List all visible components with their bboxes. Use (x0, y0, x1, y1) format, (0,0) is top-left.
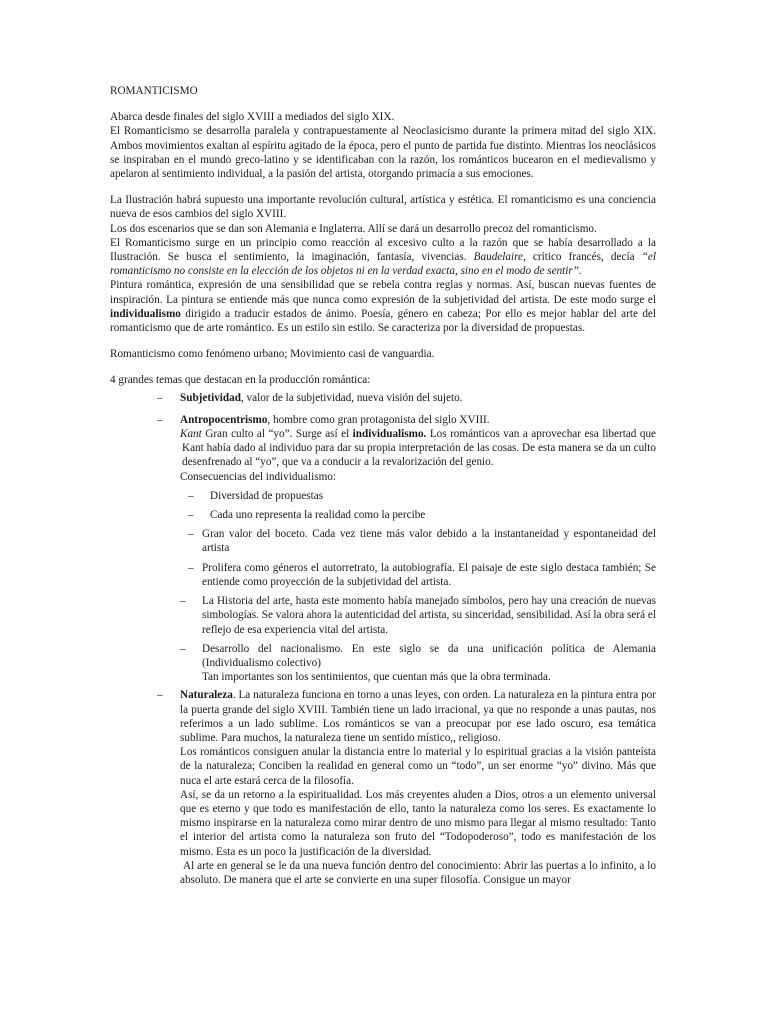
bullet-dash: – (157, 689, 163, 702)
list-item: – Subjetividad, valor de la subjetividad, nueva visión del sujeto. (157, 391, 463, 404)
topic-heading: Antropocentrismo (180, 413, 268, 426)
themes-list (110, 391, 656, 888)
themes-intro: 4 grandes temas que destacan en la producción romántica: (110, 374, 371, 387)
list-item: – Antropocentrismo, hombre como gran protagonista del siglo XVIII. Kant Gran culto al “yo”. Surge así el individualismo. Los románticos van a aprovechar esa libertad que Kant había dado al individuo para dar su propia interpretación de las cosas. De esta manera se da un culto desenfrenado al “yo”, que va a conducir a la revalorización del genio. Consecuencias del individualismo: – Diversidad de propuestas – Cada uno representa la realidad como la percibe – Gran valor del boceto. Cada vez tiene más valor debido a la instantaneidad y espontaneidad del artista – Prolifera como géneros el autorretrato, la autobiografía. El paisaje de este siglo destaca también; Se entiende como proyección de la subjetividad del artista. – La Historia del arte, hasta este momento había manejado símbolos, pero hay una creación de nuevas simbologías. Se valora ahora la autenticidad del artista, su sinceridad, sensibilidad. Así la obra será el reflejo de esa experiencia vital del artista. – Desarrollo del nacionalismo. En este siglo se da una unificación política de Alemania (Individualismo colectivo) Tan importantes son los sentimientos, que cuentan más que la obra terminada. (157, 413, 657, 684)
origin-paragraph: El Romanticismo surge en un principio como reacción al excesivo culto a la razón que se había desarrollado a la Ilustración. Se busca el sentimiento, la imaginación, fantasía, vivencias. Baudelaire, crítico francés, decía “el romanticismo no consiste en la elección de los objetos ni en la verdad exacta, sino en el modo de sentir”. (110, 236, 656, 278)
list-item: – Prolifera como géneros el autorretrato, la autobiografía. El paisaje de este siglo destaca también; Se entiende como proyección de la subjetividad del artista. (188, 561, 656, 588)
keyword-individualism: individualismo (110, 307, 181, 320)
intro-paragraph: El Romanticismo se desarrolla paralela y contrapuestamente al Neoclasicismo durante la primera mitad del siglo XIX. Ambos movimientos exaltan al espíritu agitado de la época, pero el punto de partida fue distinto. Mientras los neoclásicos se inspiraban en el mundo greco-latino y se identificaban con la razón, los románticos bucearon en el medievalismo y apelaron al sentimiento individual, a la pasión del artista, otorgando primacía a sus emociones. (110, 125, 656, 181)
list-item: – La Historia del arte, hasta este momento había manejado símbolos, pero hay una creación de nuevas simbologías. Se valora ahora la autenticidad del artista, su sinceridad, sensibilidad. Así la obra será el reflejo de esa experiencia vital del artista. (180, 595, 656, 636)
kant-name: Kant (180, 428, 202, 441)
document-title: ROMANTICISMO (110, 85, 198, 97)
list-item: – Naturaleza. La naturaleza funciona en torno a unas leyes, con orden. La naturaleza en la pintura entra por la puerta grande del siglo XVIII. También tiene un lado irracional, ya que no responde a unas pautas, nos referimos a un lado sublime. Los románticos se van a preocupar por ese lado oscuro, esa temática sublime. Para muchos, la naturaleza tiene un sentido místico,, religioso. Los románticos consiguen anular la distancia entre lo material y lo espiritual gracias a la visión panteísta de la naturaleza; Conciben la realidad en general como un “todo”, un ser enorme “yo” divino. Más que nuca el arte estará cerca de la filosofía. Así, se da un retorno a la espiritualidad. Los más creyentes aluden a Dios, otros a un elemento universal que es eterno y que todo es manifestación de ello, tanto la naturaleza como los seres. Es exactamente lo mismo inspirarse en la naturaleza como mirar dentro de uno mismo para llegar al mismo resultado: Tanto el interior del artista como la naturaleza son fruto del “Todopoderoso”, todo es manifestación de los mismo. Esta es un poco la justificación de la diversidad. Al arte en general se le da una nueva función dentro del conocimiento: Abrir las puertas a lo infinito, a lo absoluto. De manera que el arte se convierte en una super filosofía. Consigue un mayor (157, 689, 656, 886)
topic-heading: Subjetividad (180, 391, 241, 404)
list-item: – Diversidad de propuestas (188, 489, 324, 502)
scenarios-paragraph: Los dos escenarios que se dan son Alemania e Inglaterra. Allí se dará un desarrollo precoz del romanticismo. (110, 222, 597, 235)
topic-heading: Naturaleza (180, 689, 233, 702)
consequences-list (180, 489, 656, 684)
intro-period: Abarca desde finales del siglo XVIII a mediados del siglo XIX. (110, 111, 395, 124)
list-item: – Desarrollo del nacionalismo. En este siglo se da una unificación política de Alemania (Individualismo colectivo) Tan importantes son los sentimientos, que cuentan más que la obra terminada. (180, 642, 656, 684)
bullet-dash: – (157, 391, 163, 404)
list-item: – Cada uno representa la realidad como la percibe (188, 509, 426, 522)
list-item: – Gran valor del boceto. Cada vez tiene más valor debido a la instantaneidad y espontaneidad del artista (188, 528, 656, 555)
consequences-heading: Consecuencias del individualismo: (180, 470, 336, 483)
painting-paragraph: Pintura romántica, expresión de una sensibilidad que se rebela contra reglas y normas. Así, buscan nuevas fuentes de inspiración. La pintura se entiende más que nunca como expresión de la subjetividad del artista. De este modo surge el individualismo dirigido a traducir estados de ánimo. Poesía, género en cabeza; Por ello es mejor hablar del arte del romanticismo que de arte romántico. Es un estilo sin estilo. Se caracteriza por la diversidad de propuestas. (110, 279, 656, 335)
urban-paragraph: Romanticismo como fenómeno urbano; Movimiento casi de vanguardia. (110, 348, 435, 361)
bullet-dash: – (157, 413, 163, 426)
author-name: Baudelaire (473, 251, 523, 264)
quote: “el romanticismo no consiste en la elección de los objetos ni en la verdad exacta, sino en el modo de sentir”. (110, 251, 656, 278)
illustration-paragraph: La Ilustración habrá supuesto una importante revolución cultural, artística y estética. El romanticismo es una conciencia nueva de esos cambios del siglo XVIII. (110, 194, 656, 221)
